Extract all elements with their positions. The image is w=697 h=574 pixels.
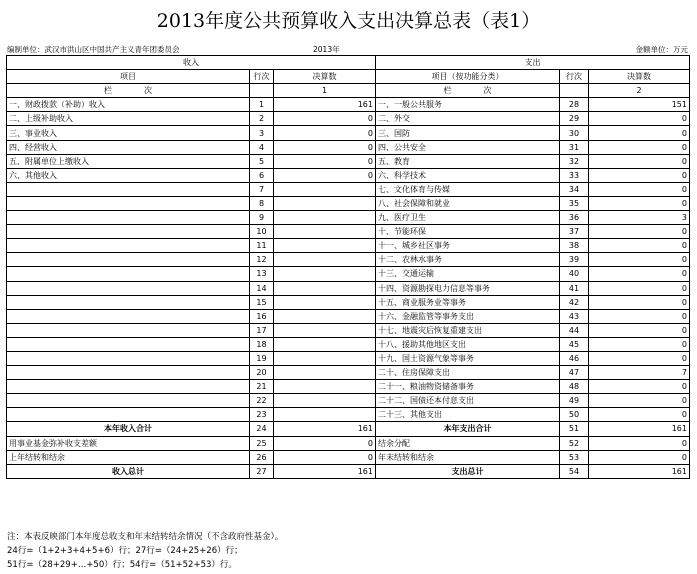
income-item-label	[7, 211, 250, 225]
income-amount	[274, 281, 376, 295]
income-item-label	[7, 408, 250, 422]
income-row-no: 2	[250, 112, 274, 126]
income-amount-header: 决算数	[274, 70, 376, 84]
expense-row-no: 28	[560, 98, 589, 112]
footnotes	[7, 530, 283, 572]
expense-amount: 0	[589, 140, 690, 154]
income-item-label: 四、经营收入	[7, 140, 250, 154]
income-row-no: 12	[250, 253, 274, 267]
expense-row-no: 35	[560, 196, 589, 210]
expense-item-label: 十、节能环保	[376, 225, 560, 239]
header-row-columns	[7, 70, 690, 84]
income-amount	[274, 253, 376, 267]
expense-amount: 0	[589, 394, 690, 408]
income-item-label: 二、上级补助收入	[7, 112, 250, 126]
carry-end-no: 53	[560, 450, 589, 464]
expense-item-label: 二、外交	[376, 112, 560, 126]
expense-amount: 0	[589, 309, 690, 323]
expense-section-header: 支出	[376, 56, 690, 70]
income-total-label: 本年收入合计	[7, 422, 250, 436]
expense-item-label: 十九、国土资源气象等事务	[376, 351, 560, 365]
expense-amount: 0	[589, 168, 690, 182]
income-amount: 0	[274, 154, 376, 168]
expense-item-label: 六、科学技术	[376, 168, 560, 182]
table-row	[7, 323, 690, 337]
income-item-label	[7, 267, 250, 281]
expense-amount: 0	[589, 182, 690, 196]
income-amount	[274, 295, 376, 309]
expense-row-no: 48	[560, 380, 589, 394]
expense-amount: 0	[589, 351, 690, 365]
income-item-label: 六、其他收入	[7, 168, 250, 182]
expense-item-label: 二十三、其他支出	[376, 408, 560, 422]
expense-row-no: 50	[560, 408, 589, 422]
table-row	[7, 380, 690, 394]
income-amount	[274, 351, 376, 365]
income-row-no: 6	[250, 168, 274, 182]
income-item-label	[7, 182, 250, 196]
income-item-label	[7, 351, 250, 365]
income-item-label: 五、附属单位上缴收入	[7, 154, 250, 168]
income-item-label	[7, 196, 250, 210]
expense-item-label: 二十二、国债还本付息支出	[376, 394, 560, 408]
expense-item-label: 九、医疗卫生	[376, 211, 560, 225]
carryover-row	[7, 450, 690, 464]
income-item-label	[7, 295, 250, 309]
income-item-header: 项目	[7, 70, 250, 84]
income-row-no: 22	[250, 394, 274, 408]
income-row-no: 5	[250, 154, 274, 168]
report-year: 2013年	[313, 45, 340, 54]
budget-table	[6, 55, 690, 479]
surplus-value: 0	[589, 436, 690, 450]
income-total-value: 161	[274, 422, 376, 436]
income-row-no: 15	[250, 295, 274, 309]
income-amount	[274, 323, 376, 337]
table-row	[7, 366, 690, 380]
table-row	[7, 154, 690, 168]
expense-amount: 0	[589, 154, 690, 168]
income-amount: 0	[274, 112, 376, 126]
income-amount: 0	[274, 126, 376, 140]
table-row	[7, 337, 690, 351]
table-row	[7, 253, 690, 267]
expense-total-label: 本年支出合计	[376, 422, 560, 436]
income-amount: 0	[274, 168, 376, 182]
adjustment-row	[7, 436, 690, 450]
expense-row-no: 33	[560, 168, 589, 182]
carry-value: 0	[274, 450, 376, 464]
income-row-no: 4	[250, 140, 274, 154]
grand-expense-label: 支出总计	[376, 464, 560, 478]
income-row-no: 19	[250, 351, 274, 365]
carry-no: 26	[250, 450, 274, 464]
income-row-no: 10	[250, 225, 274, 239]
income-item-label	[7, 239, 250, 253]
income-item-label: 一、财政拨款（补助）收入	[7, 98, 250, 112]
income-item-label	[7, 366, 250, 380]
income-col-index: 1	[274, 84, 376, 98]
table-row	[7, 182, 690, 196]
expense-amount: 0	[589, 267, 690, 281]
expense-row-no: 46	[560, 351, 589, 365]
income-row-no: 20	[250, 366, 274, 380]
expense-row-no: 36	[560, 211, 589, 225]
expense-row-no: 41	[560, 281, 589, 295]
income-amount	[274, 211, 376, 225]
income-row-no: 18	[250, 337, 274, 351]
expense-row-no: 39	[560, 253, 589, 267]
footnote-line: 24行=（1+2+3+4+5+6）行；27行=（24+25+26）行；	[7, 546, 243, 556]
total-row	[7, 422, 690, 436]
expense-amount: 0	[589, 225, 690, 239]
expense-lanci: 栏 次	[376, 84, 560, 98]
expense-amount: 0	[589, 281, 690, 295]
expense-row-no: 34	[560, 182, 589, 196]
income-amount: 161	[274, 98, 376, 112]
expense-row-no: 43	[560, 309, 589, 323]
table-row	[7, 351, 690, 365]
expense-amount: 3	[589, 211, 690, 225]
header-row-section	[7, 56, 690, 70]
expense-row-no: 42	[560, 295, 589, 309]
income-row-no: 14	[250, 281, 274, 295]
table-row	[7, 309, 690, 323]
footnote-line: 51行=（28+29+…+50）行；54行=（51+52+53）行。	[7, 560, 237, 570]
expense-row-no: 47	[560, 366, 589, 380]
report-title: 2013年度公共预算收入支出决算总表（表1）	[156, 10, 541, 32]
expense-amount: 0	[589, 323, 690, 337]
expense-amount: 0	[589, 112, 690, 126]
grand-expense-value: 161	[589, 464, 690, 478]
expense-amount: 0	[589, 196, 690, 210]
income-item-label	[7, 323, 250, 337]
table-row	[7, 126, 690, 140]
table-row	[7, 168, 690, 182]
expense-item-label: 二十一、粮油物资储备事务	[376, 380, 560, 394]
expense-item-label: 二十、住房保障支出	[376, 366, 560, 380]
expense-amount: 0	[589, 337, 690, 351]
expense-amount: 0	[589, 253, 690, 267]
income-lanci: 栏 次	[7, 84, 250, 98]
income-item-label	[7, 309, 250, 323]
table-row	[7, 225, 690, 239]
income-amount	[274, 309, 376, 323]
expense-item-label: 十七、地震灾后恢复重建支出	[376, 323, 560, 337]
expense-row-no: 49	[560, 394, 589, 408]
expense-item-label: 十一、城乡社区事务	[376, 239, 560, 253]
expense-row-no: 29	[560, 112, 589, 126]
expense-item-label: 三、国防	[376, 126, 560, 140]
expense-row-no: 38	[560, 239, 589, 253]
income-amount	[274, 196, 376, 210]
expense-item-label: 五、教育	[376, 154, 560, 168]
expense-amount: 7	[589, 366, 690, 380]
income-row-no: 13	[250, 267, 274, 281]
table-row	[7, 295, 690, 309]
expense-amount: 0	[589, 295, 690, 309]
footnote-line: 注：本表反映部门本年度总收支和年末结转结余情况（不含政府性基金）。	[7, 532, 284, 542]
income-amount	[274, 267, 376, 281]
income-item-label	[7, 394, 250, 408]
income-item-label	[7, 380, 250, 394]
expense-item-label: 十四、资源勘探电力信息等事务	[376, 281, 560, 295]
income-row-no: 8	[250, 196, 274, 210]
expense-col-index: 2	[589, 84, 690, 98]
expense-row-no: 44	[560, 323, 589, 337]
carry-end-label: 年末结转和结余	[376, 450, 560, 464]
expense-item-label: 一、一般公共服务	[376, 98, 560, 112]
table-row	[7, 394, 690, 408]
carry-end-value: 0	[589, 450, 690, 464]
income-amount	[274, 337, 376, 351]
expense-amount: 151	[589, 98, 690, 112]
table-row	[7, 211, 690, 225]
preparing-unit: 编制单位：武汉市洪山区中国共产主义青年团委员会	[7, 45, 180, 54]
expense-lanci-no	[560, 84, 589, 98]
income-row-no: 9	[250, 211, 274, 225]
expense-row-no: 45	[560, 337, 589, 351]
income-amount	[274, 225, 376, 239]
header-row-lanci	[7, 84, 690, 98]
income-amount	[274, 366, 376, 380]
income-amount	[274, 182, 376, 196]
grand-income-value: 161	[274, 464, 376, 478]
expense-row-no: 40	[560, 267, 589, 281]
income-row-no: 3	[250, 126, 274, 140]
expense-amount: 0	[589, 239, 690, 253]
expense-row-no: 32	[560, 154, 589, 168]
table-row	[7, 408, 690, 422]
income-amount	[274, 239, 376, 253]
expense-item-label: 十五、商业服务业等事务	[376, 295, 560, 309]
surplus-label: 结余分配	[376, 436, 560, 450]
expense-item-label: 十三、交通运输	[376, 267, 560, 281]
currency-unit: 金额单位：万元	[635, 45, 688, 54]
expense-total-value: 161	[589, 422, 690, 436]
income-item-label	[7, 253, 250, 267]
expense-item-label: 七、文化体育与传媒	[376, 182, 560, 196]
income-row-no: 7	[250, 182, 274, 196]
table-row	[7, 196, 690, 210]
table-row	[7, 98, 690, 112]
table-row	[7, 239, 690, 253]
grand-expense-no: 54	[560, 464, 589, 478]
surplus-no: 52	[560, 436, 589, 450]
carry-label: 上年结转和结余	[7, 450, 250, 464]
grand-income-label: 收入总计	[7, 464, 250, 478]
income-lanci-no	[250, 84, 274, 98]
income-amount: 0	[274, 140, 376, 154]
income-amount	[274, 408, 376, 422]
expense-item-label: 四、公共安全	[376, 140, 560, 154]
income-row-no: 1	[250, 98, 274, 112]
expense-amount: 0	[589, 380, 690, 394]
income-item-label	[7, 281, 250, 295]
income-total-no: 24	[250, 422, 274, 436]
fund-label: 用事业基金弥补收支差额	[7, 436, 250, 450]
expense-amount: 0	[589, 408, 690, 422]
expense-item-label: 十六、金融监管等事务支出	[376, 309, 560, 323]
income-amount	[274, 394, 376, 408]
expense-row-no: 37	[560, 225, 589, 239]
expense-amount-header: 决算数	[589, 70, 690, 84]
expense-total-no: 51	[560, 422, 589, 436]
expense-row-no: 31	[560, 140, 589, 154]
expense-item-header: 项目（按功能分类）	[376, 70, 560, 84]
expense-row-no-header: 行次	[560, 70, 589, 84]
table-row	[7, 281, 690, 295]
expense-item-label: 十八、援助其他地区支出	[376, 337, 560, 351]
income-row-no: 11	[250, 239, 274, 253]
grand-income-no: 27	[250, 464, 274, 478]
expense-amount: 0	[589, 126, 690, 140]
income-item-label	[7, 337, 250, 351]
income-row-no-header: 行次	[250, 70, 274, 84]
income-item-label	[7, 225, 250, 239]
grand-total-row	[7, 464, 690, 478]
fund-no: 25	[250, 436, 274, 450]
income-amount	[274, 380, 376, 394]
table-row	[7, 267, 690, 281]
income-row-no: 16	[250, 309, 274, 323]
table-row	[7, 140, 690, 154]
income-row-no: 23	[250, 408, 274, 422]
table-row	[7, 112, 690, 126]
income-item-label: 三、事业收入	[7, 126, 250, 140]
income-section-header: 收入	[7, 56, 376, 70]
expense-row-no: 30	[560, 126, 589, 140]
income-row-no: 21	[250, 380, 274, 394]
fund-value: 0	[274, 436, 376, 450]
expense-item-label: 八、社会保障和就业	[376, 196, 560, 210]
income-row-no: 17	[250, 323, 274, 337]
expense-item-label: 十二、农林水事务	[376, 253, 560, 267]
